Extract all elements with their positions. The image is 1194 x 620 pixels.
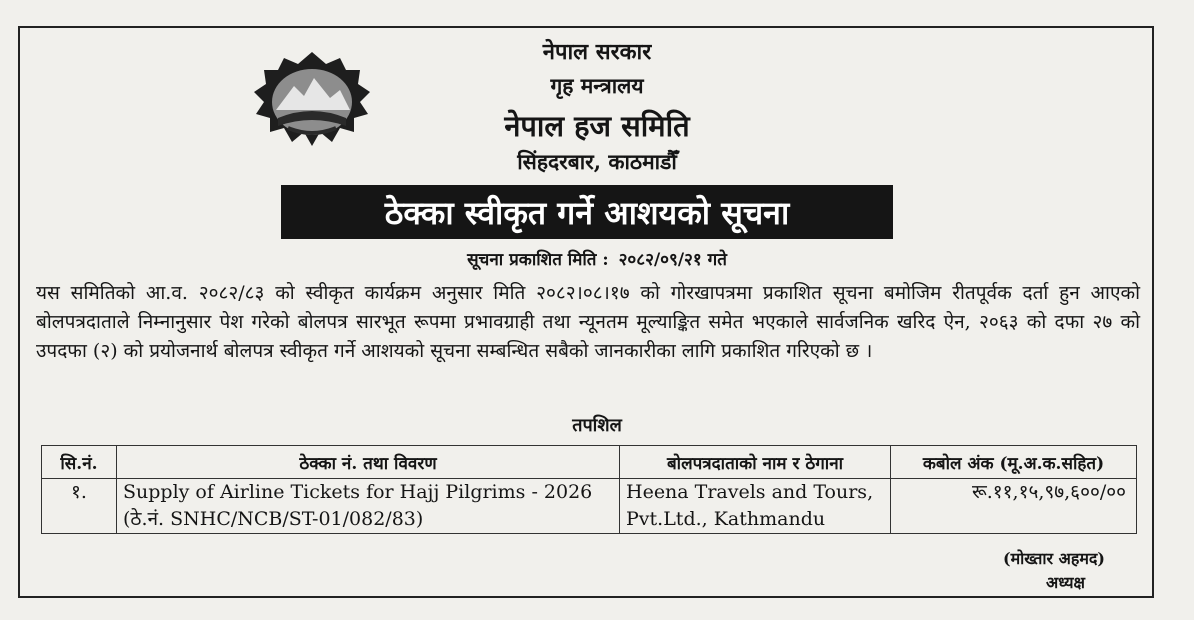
- tender-number: (ठे.नं. SNHC/NCB/ST-01/082/83): [123, 508, 424, 530]
- notice-title-banner: ठेक्का स्वीकृत गर्ने आशयको सूचना: [281, 185, 893, 239]
- table-header-row: [42, 446, 1137, 479]
- cell-sn: १.: [42, 479, 117, 534]
- col-header-description: ठेक्का नं. तथा विवरण: [117, 446, 620, 479]
- table-caption: तपशिल: [572, 415, 622, 436]
- publication-date-line: [0, 247, 1194, 270]
- col-header-bidder: बोलपत्रदाताको नाम र ठेगाना: [620, 446, 891, 479]
- publication-date-value: २०८२/०९/२१ गते: [618, 250, 727, 270]
- cell-description: [117, 479, 620, 534]
- contract-table: [41, 445, 1137, 534]
- header-address: सिंहदरबार, काठमाडौँ: [517, 149, 677, 174]
- bidder-name: Heena Travels and Tours,: [626, 481, 874, 503]
- header-govt: नेपाल सरकार: [542, 39, 652, 65]
- bidder-address: Pvt.Ltd., Kathmandu: [626, 508, 826, 530]
- signatory-title: अध्यक्ष: [1046, 573, 1085, 592]
- description-line: Supply of Airline Tickets for Hajj Pilgrims - 2026: [123, 481, 593, 503]
- header-ministry: गृह मन्त्रालय: [550, 73, 644, 98]
- col-header-sn: सि.नं.: [42, 446, 117, 479]
- table-row: [42, 479, 1137, 534]
- col-header-amount: कबोल अंक (मू.अ.क.सहित): [891, 446, 1137, 479]
- notice-body: यस समितिको आ.व. २०८२/८३ को स्वीकृत कार्यक्रम अनुसार मिति २०८२।०८।१७ को गोरखापत्रमा प्रकाशित सूचना बमोजिम रीतपूर्वक दर्ता हुन आएको बोलपत्रदाताले निम्नानुसार पेश गरेको बोलपत्र सारभूत रूपमा प्रभावग्राही तथा न्यूनतम मूल्याङ्कित समेत भएकाले सार्वजनिक खरिद ऐन, २०६३ को दफा २७ को उपदफा (२) को प्रयोजनार्थ बोलपत्र स्वीकृत गर्ने आशयको सूचना सम्बन्धित सबैको जानकारीका लागि प्रकाशित गरिएको छ ।: [36, 282, 1140, 362]
- header-committee: नेपाल हज समिति: [504, 109, 690, 143]
- publication-date-label: सूचना प्रकाशित मिति :: [467, 250, 609, 270]
- cell-amount: रू.११,१५,९७,६००/००: [891, 479, 1137, 534]
- cell-bidder: [620, 479, 891, 534]
- signatory-name: (मोख्तार अहमद): [1003, 549, 1105, 568]
